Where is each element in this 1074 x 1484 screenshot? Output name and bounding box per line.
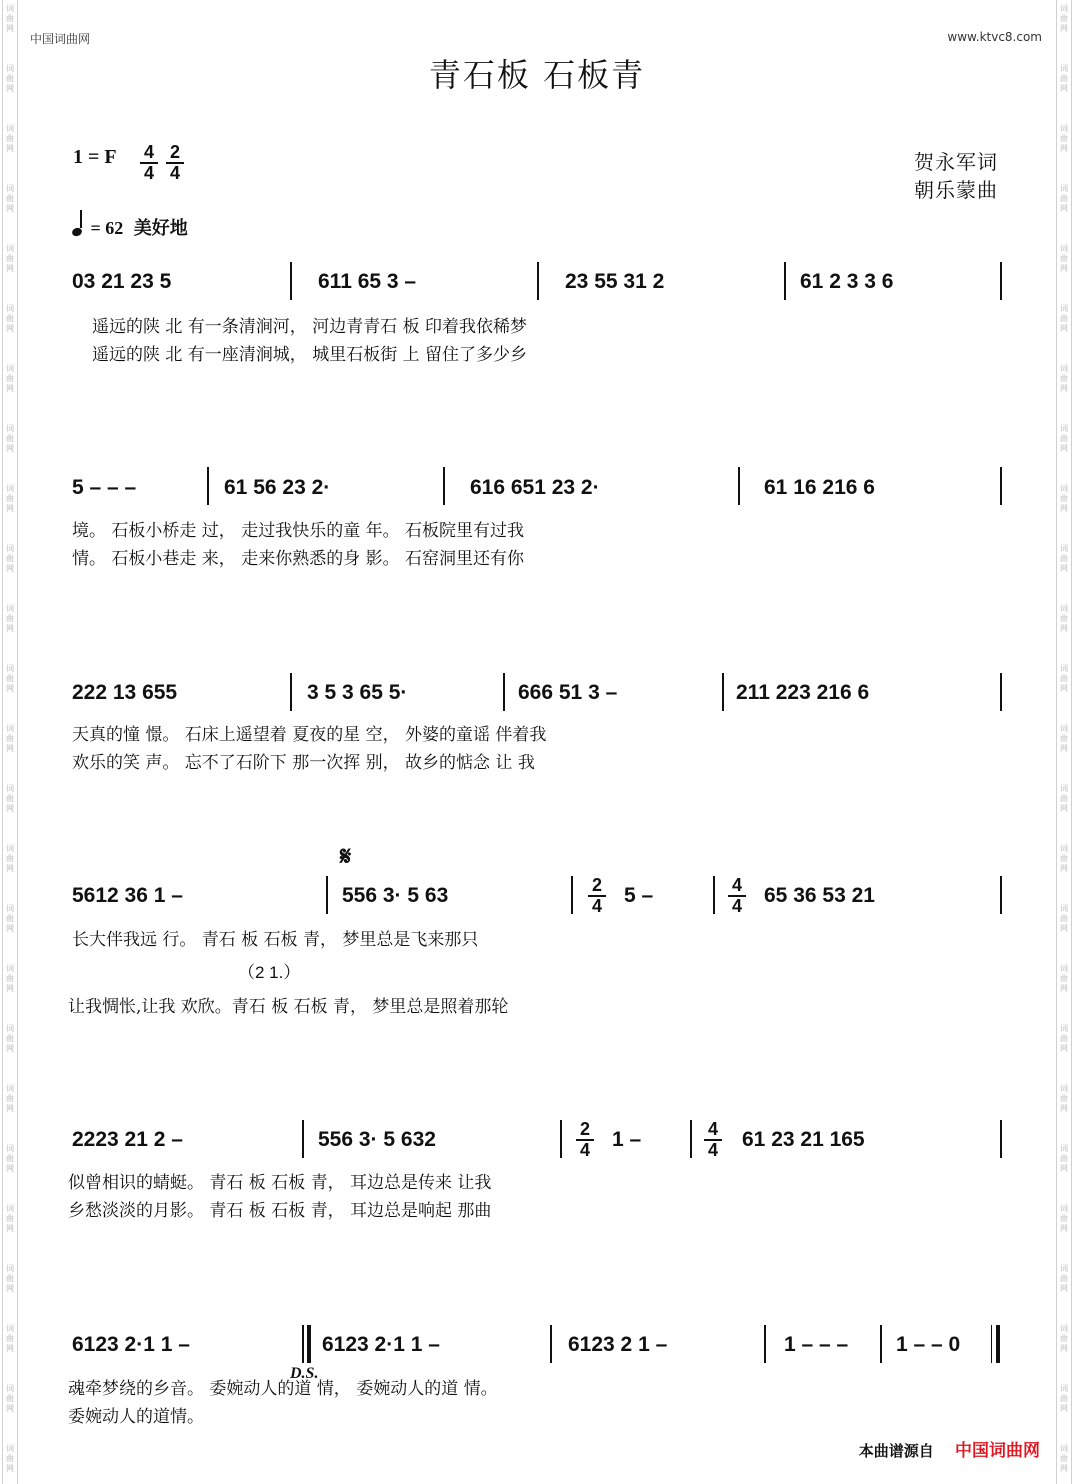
measure-20-notes: 61 23 21 165 <box>742 1128 865 1151</box>
watermark-text: 词 曲 网 <box>6 424 14 453</box>
barline <box>326 876 328 914</box>
segno-sign: 𝄋 <box>340 842 352 872</box>
left-watermark-strip <box>2 0 18 1484</box>
measure-7-notes: 616 651 23 2· <box>470 476 600 499</box>
watermark-text: 词 曲 网 <box>1060 1324 1068 1353</box>
watermark-text: 词 曲 网 <box>6 1024 14 1053</box>
watermark-text: 词 曲 网 <box>1060 184 1068 213</box>
lyrics-verse-1: 天真的憧 憬。 石床上遥望着 夏夜的星 空， 外婆的童谣 伴着我 <box>72 725 547 745</box>
tempo-marking <box>72 214 188 240</box>
lyricist-credit: 贺永军词 <box>914 150 998 174</box>
time-signature-4-4: 4 4 <box>728 876 746 916</box>
time-signature-4-4: 4 4 <box>704 1120 722 1160</box>
watermark-text: 词 曲 网 <box>6 1144 14 1173</box>
watermark-text: 词 曲 网 <box>6 364 14 393</box>
watermark-text: 词 曲 网 <box>1060 844 1068 873</box>
watermark-text: 词 曲 网 <box>6 1204 14 1233</box>
watermark-text: 词 曲 网 <box>1060 1264 1068 1293</box>
watermark-text: 词 曲 网 <box>6 1444 14 1473</box>
measure-6-notes: 61 56 23 2· <box>224 476 331 499</box>
lyrics-verse-2: 欢乐的笑 声。 忘不了石阶下 那一次挥 别， 故乡的惦念 让 我 <box>72 753 535 773</box>
site-name-left: 中国词曲网 <box>30 32 91 46</box>
measure-8-notes: 61 16 216 6 <box>764 476 875 499</box>
site-url-right: www.ktvc8.com <box>947 30 1042 44</box>
watermark-text: 词 曲 网 <box>1060 1384 1068 1413</box>
watermark-text: 词 曲 网 <box>6 1384 14 1413</box>
watermark-text: 词 曲 网 <box>1060 604 1068 633</box>
measure-9-notes: 222 13 655 <box>72 681 178 704</box>
lyrics-verse-2: 委婉动人的道情。 <box>68 1407 204 1427</box>
measure-11-notes: 666 51 3 – <box>518 681 618 704</box>
measure-13-notes: 5612 36 1 – <box>72 884 183 907</box>
watermark-text: 词 曲 网 <box>6 1084 14 1113</box>
watermark-text: 词 曲 网 <box>1060 64 1068 93</box>
final-barline-thick <box>996 1325 1000 1363</box>
measure-5-notes: 5 – – – <box>72 476 137 499</box>
watermark-text: 词 曲 网 <box>1060 664 1068 693</box>
watermark-text: 词 曲 网 <box>1060 724 1068 753</box>
watermark-text: 词 曲 网 <box>6 964 14 993</box>
barline <box>1000 467 1002 505</box>
measure-4-notes: 61 2 3 3 6 <box>800 270 894 293</box>
watermark-text: 词 曲 网 <box>6 664 14 693</box>
watermark-text: 词 曲 网 <box>1060 544 1068 573</box>
watermark-text: 词 曲 网 <box>6 64 14 93</box>
lyrics-verse-1: 境。 石板小桥走 过， 走过我快乐的童 年。 石板院里有过我 <box>72 521 525 541</box>
measure-23-notes: 6123 2 1 – <box>568 1333 668 1356</box>
barline <box>560 1120 562 1158</box>
source-brand: 中国词曲网 <box>955 1441 1040 1461</box>
watermark-text: 词 曲 网 <box>1060 1144 1068 1173</box>
watermark-text: 词 曲 网 <box>6 1324 14 1353</box>
barline <box>537 262 539 300</box>
lyrics-verse-2: 乡愁淡淡的月影。 青石 板 石板 青， 耳边总是响起 那曲 <box>68 1201 492 1221</box>
watermark-text: 词 曲 网 <box>6 4 14 33</box>
barline <box>784 262 786 300</box>
watermark-text: 词 曲 网 <box>6 304 14 333</box>
watermark-text: 词 曲 网 <box>1060 4 1068 33</box>
time-signature-2-4: 2 4 <box>576 1120 594 1160</box>
song-title: 青石板 石板青 <box>428 56 646 94</box>
barline <box>1000 262 1002 300</box>
watermark-text: 词 曲 网 <box>1060 784 1068 813</box>
watermark-text: 词 曲 网 <box>1060 304 1068 333</box>
measure-25-notes: 1 – – 0 <box>896 1333 961 1356</box>
measure-16-notes: 65 36 53 21 <box>764 884 875 907</box>
barline <box>738 467 740 505</box>
measure-17-notes: 2223 21 2 – <box>72 1128 183 1151</box>
barline <box>764 1325 766 1363</box>
lyrics-verse-1: 遥远的陕 北 有一条清涧河， 河边青青石 板 印着我依稀梦 <box>92 317 528 337</box>
watermark-text: 词 曲 网 <box>6 724 14 753</box>
repeat-end-barline <box>302 1325 304 1363</box>
watermark-text: 词 曲 网 <box>1060 904 1068 933</box>
lyrics-verse-1: 魂牵梦绕的乡音。 委婉动人的道 情， 委婉动人的道 情。 <box>68 1379 498 1399</box>
watermark-text: 词 曲 网 <box>6 124 14 153</box>
watermark-text: 词 曲 网 <box>6 904 14 933</box>
barline <box>207 467 209 505</box>
watermark-text: 词 曲 网 <box>1060 364 1068 393</box>
measure-1-notes: 03 21 23 5 <box>72 270 172 293</box>
watermark-text: 词 曲 网 <box>6 184 14 213</box>
watermark-text: 词 曲 网 <box>1060 1444 1068 1473</box>
barline <box>1000 673 1002 711</box>
time-signature-4-4: 4 4 <box>140 143 158 183</box>
watermark-text: 词 曲 网 <box>1060 244 1068 273</box>
barline <box>290 673 292 711</box>
final-barline-thin <box>991 1325 992 1363</box>
barline <box>503 673 505 711</box>
barline <box>550 1325 552 1363</box>
watermark-text: 词 曲 网 <box>1060 1204 1068 1233</box>
lyrics-verse-2: 情。 石板小巷走 来， 走来你熟悉的身 影。 石窑洞里还有你 <box>72 549 525 569</box>
watermark-text: 词 曲 网 <box>6 544 14 573</box>
lyrics-verse-2: 让我惆怅,让我 欢欣。青石 板 石板 青， 梦里总是照着那轮 <box>68 997 509 1017</box>
measure-15-notes: 5 – <box>624 884 654 907</box>
barline <box>571 876 573 914</box>
watermark-text: 词 曲 网 <box>6 604 14 633</box>
tempo-value: = 62 <box>90 218 124 238</box>
measure-12-notes: 211 223 216 6 <box>736 681 870 704</box>
time-signature-2-4: 2 4 <box>166 143 184 183</box>
time-signature-2-4: 2 4 <box>588 876 606 916</box>
lyrics-verse-1: 长大伴我远 行。 青石 板 石板 青， 梦里总是飞来那只 <box>72 930 479 950</box>
watermark-text: 词 曲 网 <box>1060 1084 1068 1113</box>
watermark-text: 词 曲 网 <box>1060 1024 1068 1053</box>
barline <box>713 876 715 914</box>
measure-18-notes: 556 3· 5 632 <box>318 1128 436 1151</box>
volta-bracket: （2 1.） <box>238 963 301 982</box>
quarter-note-icon <box>71 227 83 238</box>
measure-24-notes: 1 – – – <box>784 1333 849 1356</box>
measure-14-notes: 556 3· 5 63 <box>342 884 449 907</box>
barline <box>722 673 724 711</box>
measure-22-notes: 6123 2·1 1 – <box>322 1333 440 1356</box>
barline <box>880 1325 882 1363</box>
watermark-text: 词 曲 网 <box>1060 484 1068 513</box>
barline <box>290 262 292 300</box>
watermark-text: 词 曲 网 <box>6 1264 14 1293</box>
barline <box>443 467 445 505</box>
right-watermark-strip <box>1056 0 1072 1484</box>
watermark-text: 词 曲 网 <box>1060 424 1068 453</box>
watermark-text: 词 曲 网 <box>6 784 14 813</box>
source-footer <box>859 1436 1040 1461</box>
watermark-text: 词 曲 网 <box>1060 124 1068 153</box>
watermark-text: 词 曲 网 <box>6 484 14 513</box>
key-signature: 1 = F <box>73 146 117 168</box>
barline <box>302 1120 304 1158</box>
composer-credit: 朝乐蒙曲 <box>914 178 998 202</box>
measure-10-notes: 3 5 3 65 5· <box>307 681 408 704</box>
lyrics-verse-2: 遥远的陕 北 有一座清涧城， 城里石板街 上 留住了多少乡 <box>92 345 528 365</box>
barline <box>1000 876 1002 914</box>
barline <box>1000 1120 1002 1158</box>
source-label: 本曲谱源自 <box>858 1442 934 1460</box>
watermark-text: 词 曲 网 <box>1060 964 1068 993</box>
watermark-text: 词 曲 网 <box>6 244 14 273</box>
dal-segno-marking: D.S. <box>290 1365 319 1382</box>
measure-21-notes: 6123 2·1 1 – <box>72 1333 190 1356</box>
watermark-text: 词 曲 网 <box>6 844 14 873</box>
repeat-end-barline-thick <box>307 1325 311 1363</box>
tempo-expression: 美好地 <box>133 218 188 239</box>
measure-19-notes: 1 – <box>612 1128 642 1151</box>
measure-3-notes: 23 55 31 2 <box>565 270 665 293</box>
measure-2-notes: 611 65 3 – <box>318 270 417 293</box>
barline <box>690 1120 692 1158</box>
lyrics-verse-1: 似曾相识的蜻蜓。 青石 板 石板 青， 耳边总是传来 让我 <box>68 1173 492 1193</box>
